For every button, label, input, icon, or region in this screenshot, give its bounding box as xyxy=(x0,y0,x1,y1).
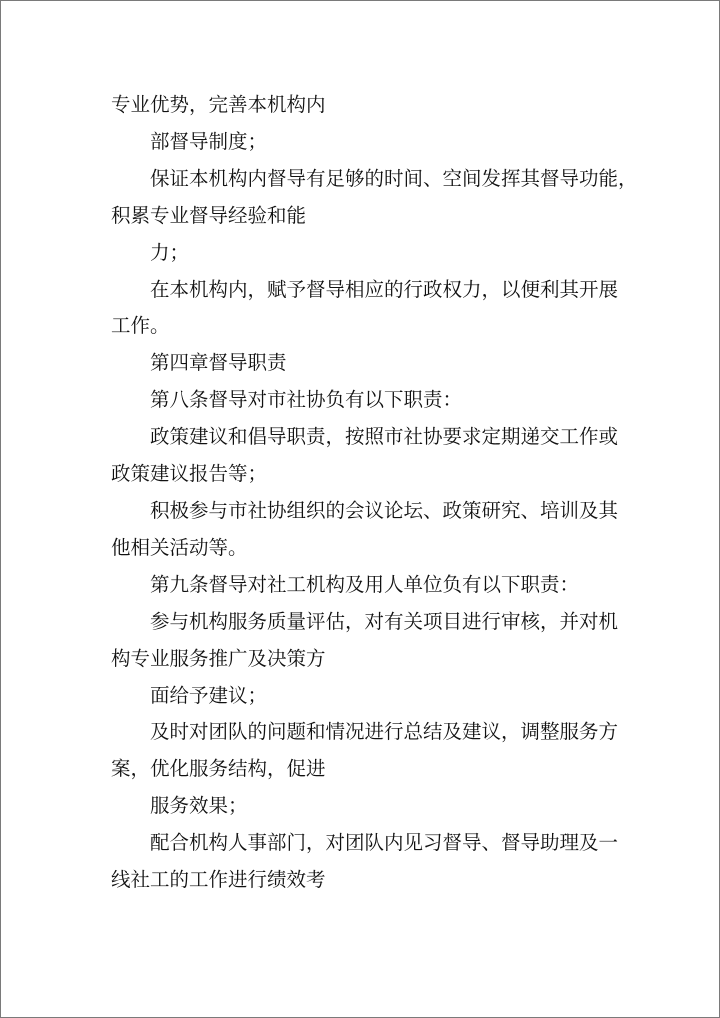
paragraph-line: 服务效果； xyxy=(150,794,248,818)
paragraph xyxy=(111,272,619,346)
paragraph xyxy=(111,493,619,567)
paragraph xyxy=(111,161,638,235)
paragraph xyxy=(111,678,616,715)
paragraph xyxy=(111,419,619,493)
paragraph xyxy=(111,714,619,788)
paragraph-line: 保证本机构内督导有足够的时间、空间发挥其督导功能， xyxy=(150,166,638,190)
paragraph-line: 及时对团队的问题和情况进行总结及建议，调整服务方 xyxy=(150,720,619,744)
paragraph-line: 在本机构内，赋予督导相应的行政权力，以便利其开展 xyxy=(150,277,619,301)
paragraph-line: 积极参与市社协组织的会议论坛、政策研究、培训及其 xyxy=(150,498,619,522)
paragraph-line: 第九条督导对社工机构及用人单位负有以下职责： xyxy=(150,572,580,596)
paragraph-line: 第四章督导职责 xyxy=(150,351,287,375)
paragraph-line: 政策建议和倡导职责，按照市社协要求定期递交工作或 xyxy=(150,425,619,449)
paragraph xyxy=(111,124,616,161)
paragraph-line: 部督导制度； xyxy=(150,129,268,153)
document-body xyxy=(111,87,638,899)
paragraph-line: 参与机构服务质量评估，对有关项目进行审核，并对机 xyxy=(150,609,619,633)
paragraph xyxy=(111,345,616,382)
paragraph-line: 第八条督导对市社协负有以下职责： xyxy=(150,388,463,412)
paragraph-line: 案，优化服务结构，促进 xyxy=(111,757,326,781)
paragraph-line: 他相关活动等。 xyxy=(111,535,248,559)
paragraph xyxy=(111,567,616,604)
paragraph xyxy=(111,87,616,124)
paragraph-line: 线社工的工作进行绩效考 xyxy=(111,868,326,892)
paragraph-line: 工作。 xyxy=(111,314,170,338)
paragraph xyxy=(111,235,616,272)
paragraph-line: 政策建议报告等； xyxy=(111,462,268,486)
paragraph-line: 专业优势，完善本机构内 xyxy=(111,93,326,116)
paragraph-line: 积累专业督导经验和能 xyxy=(111,203,307,227)
paragraph-line: 面给予建议； xyxy=(150,683,268,707)
paragraph xyxy=(111,825,619,899)
paragraph xyxy=(111,604,619,678)
paragraph-line: 力； xyxy=(150,240,190,264)
paragraph-line: 配合机构人事部门，对团队内见习督导、督导助理及一 xyxy=(150,831,619,855)
paragraph xyxy=(111,382,616,419)
paragraph-line: 构专业服务推广及决策方 xyxy=(111,646,326,670)
paragraph xyxy=(111,788,616,825)
